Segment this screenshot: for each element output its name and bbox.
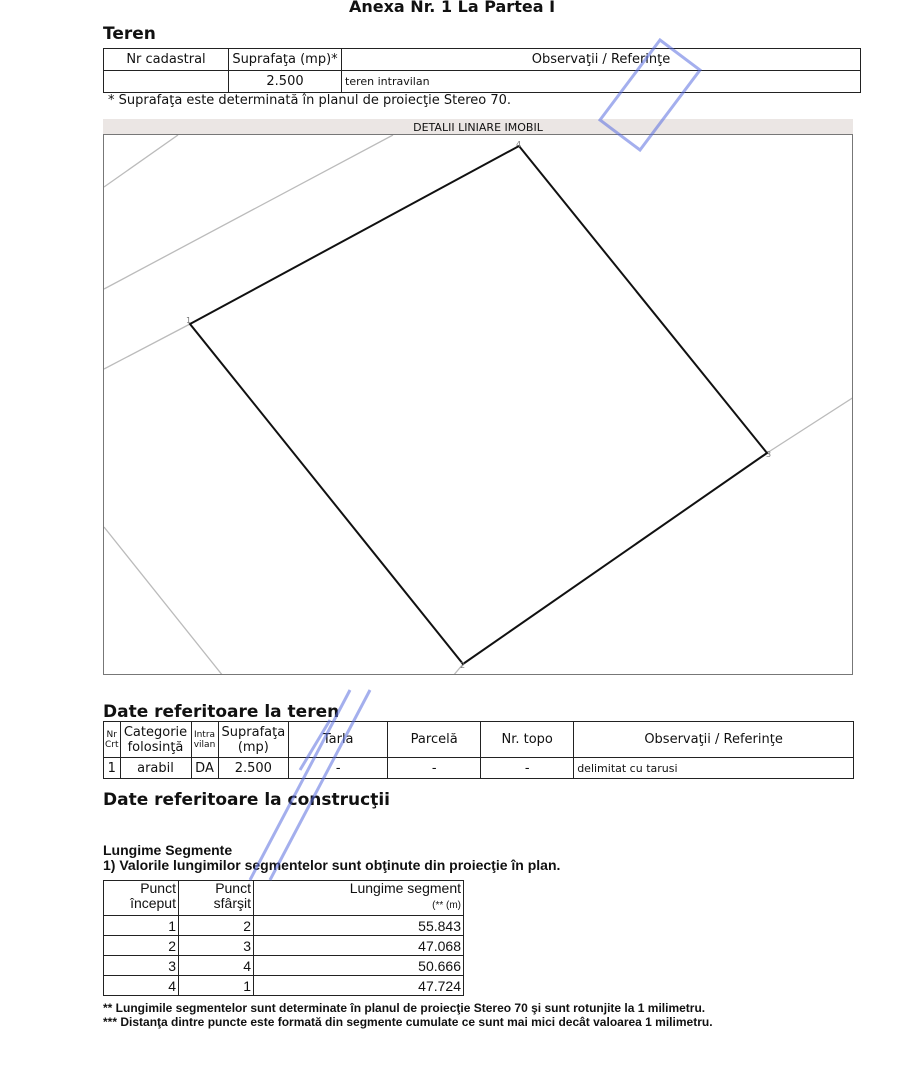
cell-nr-cadastral <box>104 71 229 93</box>
col-suprafata: Suprafaţa (mp) <box>218 722 289 758</box>
col-tarla: Tarla <box>289 722 388 758</box>
col-nr-crt: Nr Crt <box>104 722 121 758</box>
parcel-map <box>103 134 853 675</box>
vertex-label-2: 2 <box>460 661 466 670</box>
cell-nr-crt: 1 <box>104 758 121 779</box>
cell-end: 4 <box>179 956 254 976</box>
cell-tarla: - <box>289 758 388 779</box>
cell-intravilan: DA <box>191 758 218 779</box>
col-punct-inceput: Punct început <box>104 881 179 916</box>
col-suprafata: Suprafaţa (mp)* <box>229 49 342 71</box>
section-heading-teren: Teren <box>103 24 156 44</box>
cell-end: 3 <box>179 936 254 956</box>
segments-heading: Lungime Segmente <box>103 842 233 858</box>
cell-observatii: teren intravilan <box>342 71 861 93</box>
cell-length: 47.724 <box>254 976 464 996</box>
date-teren-table <box>103 721 854 779</box>
table-row <box>104 916 464 936</box>
cell-start: 1 <box>104 916 179 936</box>
segments-footnote-1: ** Lungimile segmentelor sunt determinate în planul de proiecţie Stereo 70 şi sunt rotunjite la 1 milimetru. <box>103 1001 706 1015</box>
vertex-label-4: 4 <box>516 140 522 149</box>
cell-end: 2 <box>179 916 254 936</box>
table-row <box>104 956 464 976</box>
document-title: Anexa Nr. 1 La Partea I <box>348 0 556 16</box>
parcel-boundary <box>190 146 767 664</box>
section-heading-date-constructii: Date referitoare la construcţii <box>103 790 390 810</box>
col-punct-sfarsit: Punct sfârşit <box>179 881 254 916</box>
table-row <box>104 936 464 956</box>
vertex-label-1: 1 <box>186 316 192 325</box>
col-categorie: Categorie folosinţă <box>120 722 191 758</box>
teren-table <box>103 48 861 93</box>
segments-footnote-2: *** Distanţa dintre puncte este formată din segmente cumulate ce sunt mai mici decât valoarea 1 milimetru. <box>103 1015 713 1029</box>
cell-start: 2 <box>104 936 179 956</box>
cell-length: 55.843 <box>254 916 464 936</box>
map-header: DETALII LINIARE IMOBIL <box>103 119 853 134</box>
cell-suprafata: 2.500 <box>229 71 342 93</box>
cell-parcela: - <box>388 758 481 779</box>
cell-end: 1 <box>179 976 254 996</box>
col-observatii: Observaţii / Referinţe <box>574 722 854 758</box>
section-heading-date-teren: Date referitoare la teren <box>103 702 340 722</box>
col-nr-cadastral: Nr cadastral <box>104 49 229 71</box>
col-nr-topo: Nr. topo <box>481 722 574 758</box>
cell-start: 3 <box>104 956 179 976</box>
segments-note: 1) Valorile lungimilor segmentelor sunt obţinute din proiecţie în plan. <box>103 857 561 873</box>
unit-label: (** (m) <box>432 900 461 911</box>
neighbor-lines <box>104 135 852 674</box>
col-observatii: Observaţii / Referinţe <box>342 49 861 71</box>
cell-nr-topo: - <box>481 758 574 779</box>
cell-categorie: arabil <box>120 758 191 779</box>
cell-length: 50.666 <box>254 956 464 976</box>
cell-length: 47.068 <box>254 936 464 956</box>
vertex-label-3: 3 <box>766 450 772 459</box>
teren-footnote: * Suprafaţa este determinată în planul de proiecţie Stereo 70. <box>108 93 512 108</box>
parcel-drawing <box>104 135 852 674</box>
cell-suprafata: 2.500 <box>218 758 289 779</box>
cell-observatii: delimitat cu tarusi <box>574 758 854 779</box>
col-intravilan: Intra vilan <box>191 722 218 758</box>
segments-table <box>103 880 464 996</box>
table-row <box>104 976 464 996</box>
col-parcela: Parcelă <box>388 722 481 758</box>
col-lungime-segment: Lungime segment (** (m) <box>254 881 464 916</box>
cell-start: 4 <box>104 976 179 996</box>
